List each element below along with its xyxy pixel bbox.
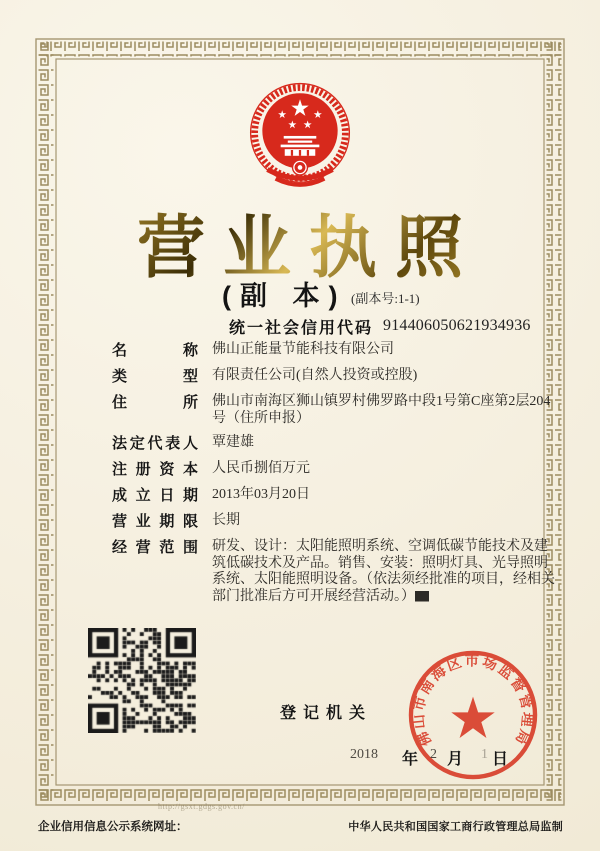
official-red-seal-icon (406, 648, 540, 782)
issue-year: 2018 (350, 747, 378, 762)
field-value: 研发、设计：太阳能照明系统、空调低碳节能技术及建筑低碳技术及产品。销售、安装：照明灯具、光导照明系统、太阳能照明设备。（依法须经批准的项目，经相关部门批准后方可开展经营活动。）▆ (212, 539, 555, 604)
qr-code (88, 628, 196, 733)
field-value: 覃建雄 (212, 435, 254, 450)
issue-month: 2 (430, 747, 437, 762)
china-national-emblem-icon (249, 82, 351, 196)
field-label: 成立日期 (112, 487, 198, 504)
license-title: 营业执照 (0, 194, 600, 291)
field-row (112, 513, 558, 531)
field-label: 类型 (112, 368, 198, 385)
field-row (112, 461, 558, 479)
seal-text: 佛山市南海区市场监督管理局 (410, 653, 536, 749)
field-value: 人民币捌佰万元 (212, 461, 310, 476)
public-info-system-url: http://gsxt.gdgs.gov.cn/ (158, 802, 245, 811)
field-label: 经营范围 (112, 539, 198, 556)
credit-code-value: 914406050621934936 (383, 317, 531, 334)
month-unit: 月 (447, 751, 464, 768)
field-value: 长期 (212, 513, 240, 528)
copy-number-note: (副本号:1-1) (351, 291, 420, 306)
field-label: 住所 (112, 394, 198, 411)
fields-list (112, 342, 558, 613)
field-label: 法定代表人 (112, 435, 198, 452)
footer-right-label: 中华人民共和国国家工商行政管理总局监制 (348, 821, 563, 833)
field-value: 2013年03月20日 (212, 487, 310, 502)
field-row (112, 394, 558, 427)
field-label: 注册资本 (112, 461, 198, 478)
field-row (112, 368, 558, 386)
copy-label: (副 本) (222, 281, 347, 311)
field-value: 佛山正能量节能科技有限公司 (212, 342, 394, 357)
footer-left-label: 企业信用信息公示系统网址： (38, 821, 188, 833)
registration-authority-label: 登记机关 (280, 705, 373, 722)
field-label: 名称 (112, 342, 198, 359)
year-unit: 年 (402, 751, 419, 768)
field-row (112, 435, 558, 453)
field-label: 营业期限 (112, 513, 198, 530)
field-value: 佛山市南海区狮山镇罗村佛罗路中段1号第C座第2层204号（住所申报） (212, 394, 551, 426)
issue-day: 1 (481, 747, 488, 762)
field-row (112, 539, 558, 605)
day-unit: 日 (492, 751, 509, 768)
field-row (112, 487, 558, 505)
field-value: 有限责任公司(自然人投资或控股) (212, 368, 418, 383)
field-row (112, 342, 558, 360)
credit-code-label: 统一社会信用代码 (229, 320, 374, 337)
